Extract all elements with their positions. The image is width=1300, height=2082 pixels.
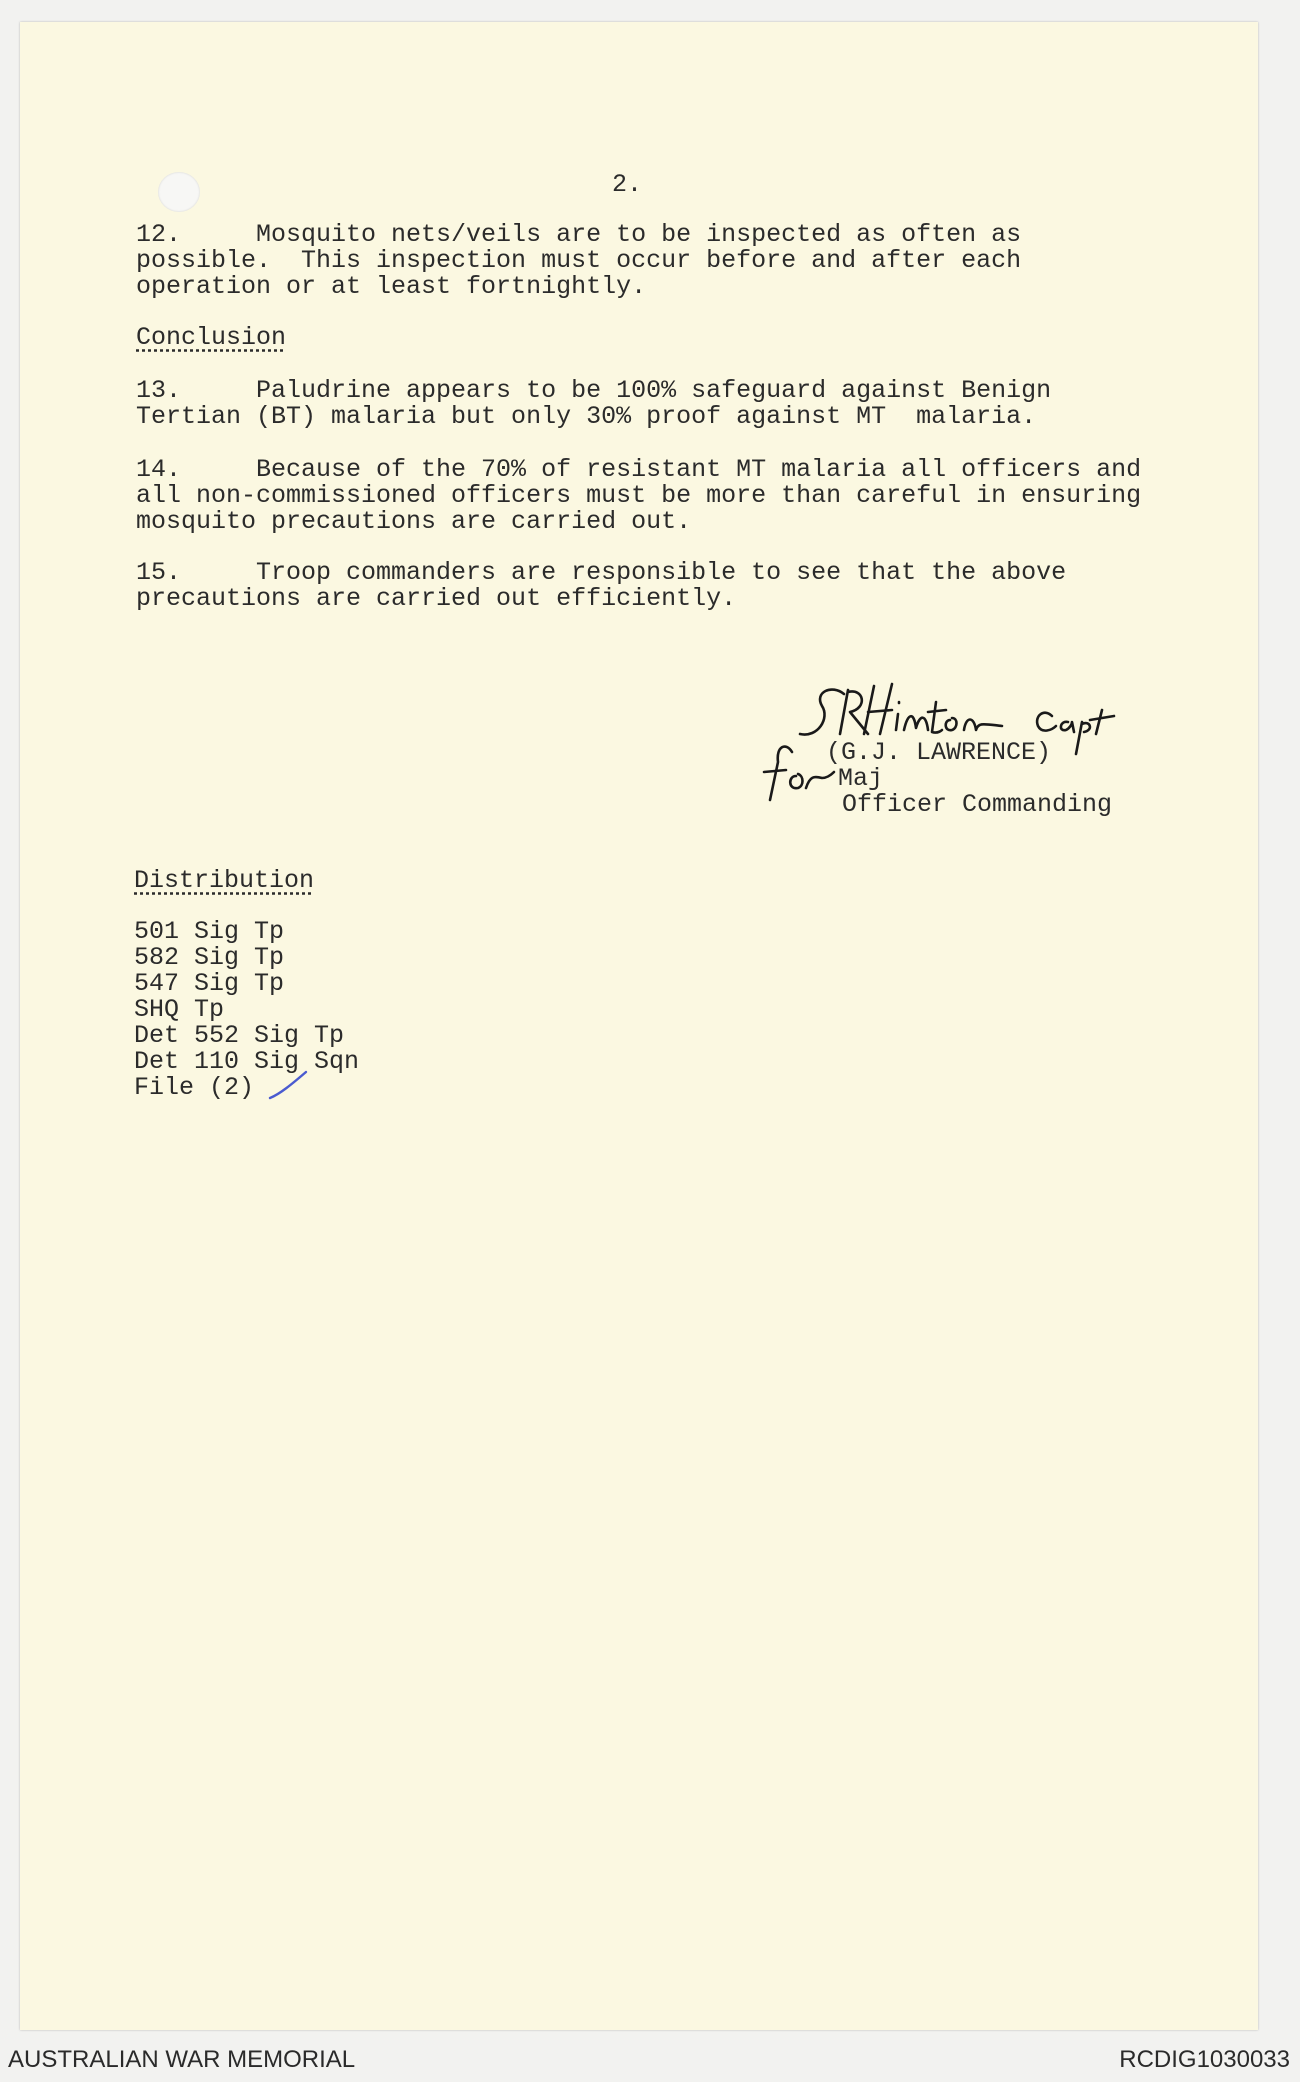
paragraph-line: operation or at least fortnightly. (136, 272, 647, 301)
signatory-name: (G.J. LAWRENCE) (826, 738, 1052, 767)
paragraph-line: mosquito precautions are carried out. (136, 507, 692, 536)
paragraph-line: 15. Troop commanders are responsible to see that the above (136, 558, 1067, 587)
signatory-title: Officer Commanding (842, 790, 1113, 819)
paragraph-12 (136, 222, 1021, 300)
paragraph-line: 12. Mosquito nets/veils are to be inspected as often as (136, 220, 1022, 249)
paragraph-line: all non-commissioned officers must be more than careful in ensuring (136, 481, 1142, 510)
check-mark-icon (266, 1068, 310, 1104)
conclusion-heading: Conclusion (136, 323, 287, 352)
punch-hole (158, 172, 200, 212)
paragraph-13 (136, 378, 1051, 430)
distribution-item: 547 Sig Tp (134, 969, 285, 998)
paragraph-14 (136, 457, 1141, 535)
paragraph-line: possible. This inspection must occur before and after each (136, 246, 1022, 275)
signatory-rank: Maj (838, 764, 884, 793)
distribution-item: SHQ Tp (134, 995, 225, 1024)
distribution-heading: Distribution (134, 866, 315, 895)
paragraph-line: Tertian (BT) malaria but only 30% proof against MT malaria. (136, 402, 1037, 431)
paragraph-line: 14. Because of the 70% of resistant MT malaria all officers and (136, 455, 1142, 484)
distribution-item: Det 552 Sig Tp (134, 1021, 345, 1050)
page-number: 2. (612, 170, 643, 199)
distribution-item: Det 110 Sig Sqn (134, 1047, 360, 1076)
distribution-list (134, 919, 359, 1101)
paragraph-line: 13. Paludrine appears to be 100% safeguard against Benign (136, 376, 1052, 405)
paragraph-15 (136, 560, 1066, 612)
distribution-item: File (2) (134, 1073, 255, 1102)
footer-archive-label: AUSTRALIAN WAR MEMORIAL (8, 2046, 356, 2073)
distribution-item: 582 Sig Tp (134, 943, 285, 972)
footer-record-id: RCDIG1030033 (1119, 2046, 1290, 2073)
signature-block (826, 740, 1112, 818)
distribution-item: 501 Sig Tp (134, 917, 285, 946)
paragraph-line: precautions are carried out efficiently. (136, 584, 737, 613)
